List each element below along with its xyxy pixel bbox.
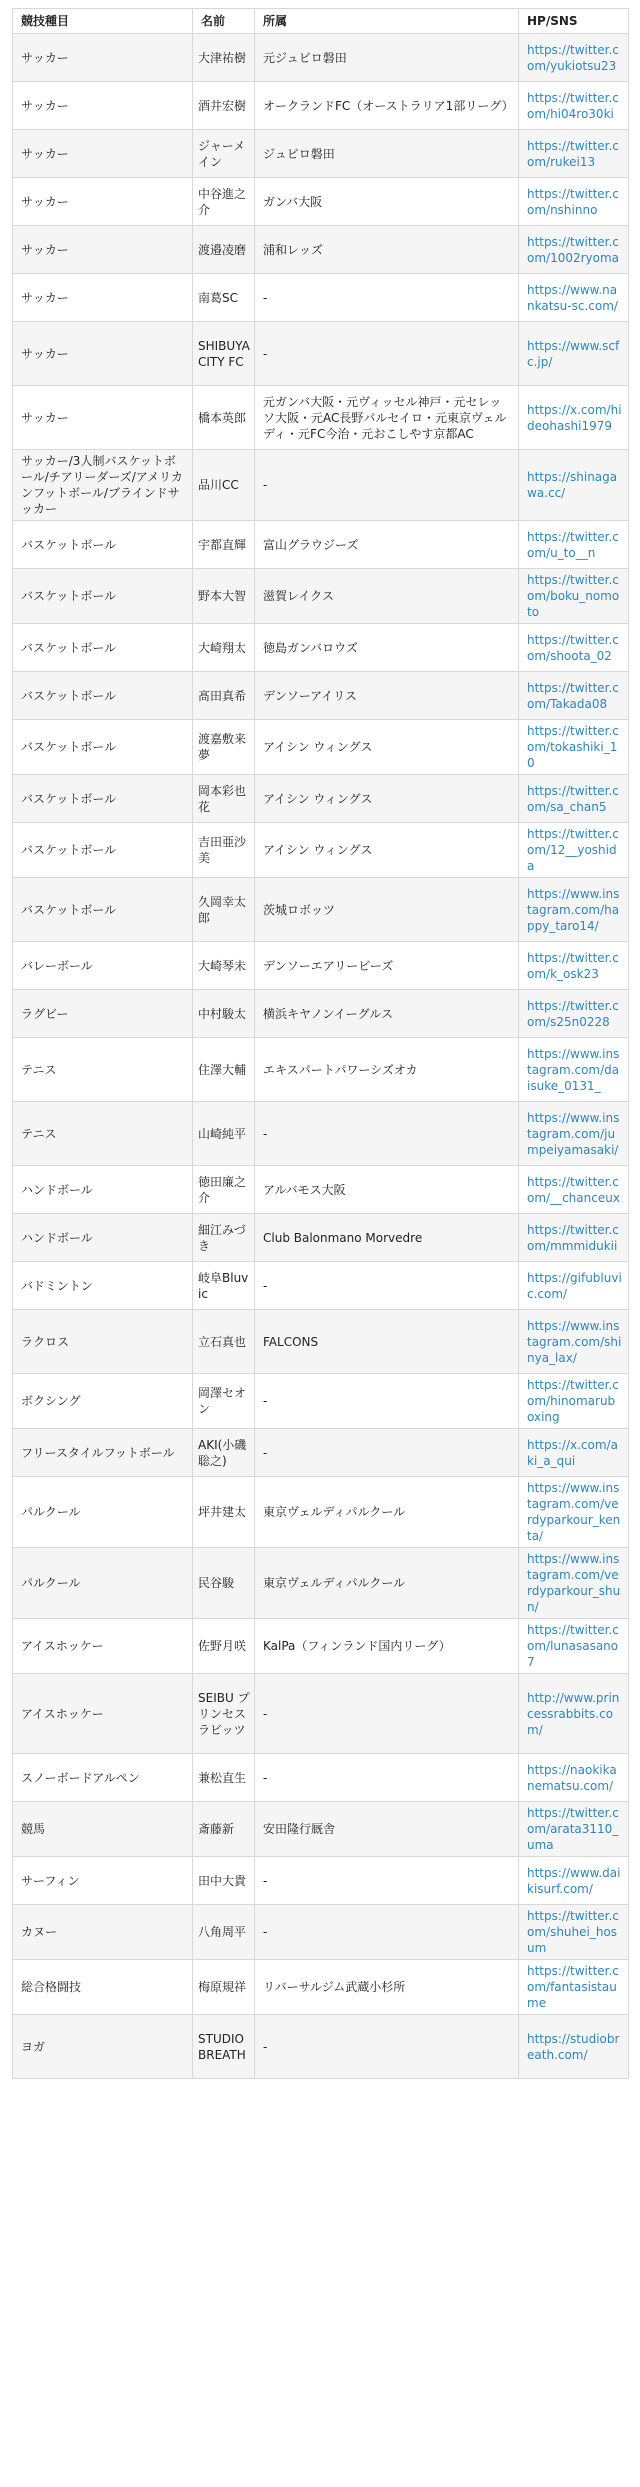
- cell-link[interactable]: https://twitter.com/lunasasano7: [519, 1619, 629, 1674]
- cell-sport: パルクール: [13, 1477, 193, 1548]
- table-row: [13, 1674, 629, 1754]
- header-affiliation: 所属: [255, 9, 519, 34]
- cell-affiliation: デンソーアイリス: [255, 672, 519, 720]
- cell-sport: サッカー: [13, 274, 193, 322]
- cell-affiliation: 徳島ガンバロウズ: [255, 624, 519, 672]
- table-row: [13, 942, 629, 990]
- cell-link[interactable]: https://www.instagram.com/jumpeiyamasaki/: [519, 1102, 629, 1166]
- cell-name: 坪井建太: [193, 1477, 255, 1548]
- cell-sport: ラグビー: [13, 990, 193, 1038]
- cell-link[interactable]: https://www.nankatsu-sc.com/: [519, 274, 629, 322]
- cell-name: 品川CC: [193, 450, 255, 521]
- cell-sport: 競馬: [13, 1802, 193, 1857]
- cell-affiliation: アイシン ウィングス: [255, 775, 519, 823]
- cell-name: 細江みづき: [193, 1214, 255, 1262]
- cell-name: 住澤大輔: [193, 1038, 255, 1102]
- cell-name: 大崎翔太: [193, 624, 255, 672]
- cell-link[interactable]: https://twitter.com/fantasistaume: [519, 1960, 629, 2015]
- table-row: [13, 569, 629, 624]
- cell-affiliation: 滋賀レイクス: [255, 569, 519, 624]
- table-row: [13, 720, 629, 775]
- cell-name: 橋本英郎: [193, 386, 255, 450]
- cell-link[interactable]: https://www.instagram.com/shinya_lax/: [519, 1310, 629, 1374]
- cell-affiliation: 元ガンバ大阪・元ヴィッセル神戸・元セレッソ大阪・元AC長野パルセイロ・元東京ヴェルディ・元FC今治・元おこしやす京都AC: [255, 386, 519, 450]
- cell-link[interactable]: https://twitter.com/1002ryoma: [519, 226, 629, 274]
- cell-affiliation: 安田隆行厩舎: [255, 1802, 519, 1857]
- cell-name: 岡澤セオン: [193, 1374, 255, 1429]
- cell-name: 兼松直生: [193, 1754, 255, 1802]
- cell-sport: バスケットボール: [13, 823, 193, 878]
- cell-sport: サッカー: [13, 178, 193, 226]
- cell-affiliation: Club Balonmano Morvedre: [255, 1214, 519, 1262]
- cell-sport: バレーボール: [13, 942, 193, 990]
- cell-link[interactable]: https://twitter.com/shoota_02: [519, 624, 629, 672]
- cell-affiliation: エキスパートパワーシズオカ: [255, 1038, 519, 1102]
- cell-sport: テニス: [13, 1102, 193, 1166]
- cell-affiliation: 元ジュビロ磐田: [255, 34, 519, 82]
- cell-affiliation: 横浜キヤノンイーグルス: [255, 990, 519, 1038]
- cell-sport: サッカー: [13, 226, 193, 274]
- cell-affiliation: アイシン ウィングス: [255, 720, 519, 775]
- cell-sport: サーフィン: [13, 1857, 193, 1905]
- cell-link[interactable]: https://twitter.com/k_osk23: [519, 942, 629, 990]
- cell-name: 久岡幸太郎: [193, 878, 255, 942]
- cell-sport: サッカー: [13, 130, 193, 178]
- cell-sport: バスケットボール: [13, 878, 193, 942]
- cell-affiliation: FALCONS: [255, 1310, 519, 1374]
- cell-link[interactable]: https://www.scfc.jp/: [519, 322, 629, 386]
- table-row: [13, 672, 629, 720]
- cell-sport: サッカー: [13, 322, 193, 386]
- cell-name: AKI(小磯聡之): [193, 1429, 255, 1477]
- table-row: [13, 1166, 629, 1214]
- cell-link[interactable]: https://twitter.com/nshinno: [519, 178, 629, 226]
- table-row: [13, 1102, 629, 1166]
- cell-name: 山崎純平: [193, 1102, 255, 1166]
- table-row: [13, 386, 629, 450]
- cell-sport: サッカー/3人制バスケットボール/チアリーダーズ/アメリカンフットボール/ブラインドサッカー: [13, 450, 193, 521]
- cell-affiliation: KalPa（フィンランド国内リーグ）: [255, 1619, 519, 1674]
- cell-name: 髙田真希: [193, 672, 255, 720]
- cell-sport: バスケットボール: [13, 569, 193, 624]
- table-row: [13, 1548, 629, 1619]
- cell-name: 民谷駿: [193, 1548, 255, 1619]
- table-row: [13, 82, 629, 130]
- cell-name: 梅原規祥: [193, 1960, 255, 2015]
- cell-link[interactable]: https://twitter.com/tokashiki_10: [519, 720, 629, 775]
- cell-link[interactable]: https://gifubluvic.com/: [519, 1262, 629, 1310]
- cell-sport: 総合格闘技: [13, 1960, 193, 2015]
- cell-affiliation: デンソーエアリービーズ: [255, 942, 519, 990]
- cell-link[interactable]: https://x.com/aki_a_qui: [519, 1429, 629, 1477]
- cell-link[interactable]: https://twitter.com/__chanceux: [519, 1166, 629, 1214]
- cell-name: 吉田亜沙美: [193, 823, 255, 878]
- cell-sport: テニス: [13, 1038, 193, 1102]
- cell-link[interactable]: https://twitter.com/Takada08: [519, 672, 629, 720]
- cell-link[interactable]: https://twitter.com/shuhei_hosum: [519, 1905, 629, 1960]
- table-row: [13, 1905, 629, 1960]
- cell-sport: バスケットボール: [13, 624, 193, 672]
- cell-name: 渡嘉敷来夢: [193, 720, 255, 775]
- cell-affiliation: 東京ヴェルディパルクール: [255, 1548, 519, 1619]
- cell-sport: フリースタイルフットボール: [13, 1429, 193, 1477]
- table-row: [13, 521, 629, 569]
- cell-sport: カヌー: [13, 1905, 193, 1960]
- cell-affiliation: -: [255, 1905, 519, 1960]
- cell-affiliation: リバーサルジム武蔵小杉所: [255, 1960, 519, 2015]
- cell-affiliation: アイシン ウィングス: [255, 823, 519, 878]
- cell-affiliation: -: [255, 1262, 519, 1310]
- cell-affiliation: -: [255, 1857, 519, 1905]
- cell-affiliation: 浦和レッズ: [255, 226, 519, 274]
- table-row: [13, 226, 629, 274]
- cell-affiliation: -: [255, 2015, 519, 2079]
- cell-sport: スノーボードアルペン: [13, 1754, 193, 1802]
- table-row: [13, 990, 629, 1038]
- cell-sport: ヨガ: [13, 2015, 193, 2079]
- table-row: [13, 1857, 629, 1905]
- table-row: [13, 823, 629, 878]
- cell-link[interactable]: https://x.com/hideohashi1979: [519, 386, 629, 450]
- cell-name: 中村駿太: [193, 990, 255, 1038]
- cell-affiliation: オークランドFC（オーストラリア1部リーグ）: [255, 82, 519, 130]
- header-hp-sns: HP/SNS: [519, 9, 629, 34]
- table-row: [13, 1262, 629, 1310]
- table-row: [13, 274, 629, 322]
- cell-sport: バスケットボール: [13, 672, 193, 720]
- cell-sport: ハンドボール: [13, 1166, 193, 1214]
- cell-link[interactable]: https://twitter.com/mmmidukii: [519, 1214, 629, 1262]
- table-row: [13, 1477, 629, 1548]
- cell-sport: パルクール: [13, 1548, 193, 1619]
- cell-name: 岐阜Bluvic: [193, 1262, 255, 1310]
- cell-sport: サッカー: [13, 386, 193, 450]
- table-row: [13, 1802, 629, 1857]
- cell-name: 大崎琴未: [193, 942, 255, 990]
- cell-name: 南葛SC: [193, 274, 255, 322]
- cell-affiliation: ガンバ大阪: [255, 178, 519, 226]
- cell-link[interactable]: https://twitter.com/s25n0228: [519, 990, 629, 1038]
- cell-name: 大津祐樹: [193, 34, 255, 82]
- cell-sport: アイスホッケー: [13, 1674, 193, 1754]
- cell-name: 佐野月咲: [193, 1619, 255, 1674]
- cell-sport: サッカー: [13, 82, 193, 130]
- cell-affiliation: -: [255, 450, 519, 521]
- table-row: [13, 1038, 629, 1102]
- cell-link[interactable]: https://www.daikisurf.com/: [519, 1857, 629, 1905]
- cell-link[interactable]: https://twitter.com/hi04ro30ki: [519, 82, 629, 130]
- cell-affiliation: 茨城ロボッツ: [255, 878, 519, 942]
- cell-affiliation: -: [255, 1374, 519, 1429]
- table-row: [13, 1960, 629, 2015]
- cell-name: 野本大智: [193, 569, 255, 624]
- cell-name: 岡本彩也花: [193, 775, 255, 823]
- cell-name: 酒井宏樹: [193, 82, 255, 130]
- cell-affiliation: アルバモス大阪: [255, 1166, 519, 1214]
- cell-affiliation: -: [255, 322, 519, 386]
- header-name: 名前: [193, 9, 255, 34]
- table-row: [13, 178, 629, 226]
- cell-name: 田中大貴: [193, 1857, 255, 1905]
- table-row: [13, 322, 629, 386]
- table-row: [13, 878, 629, 942]
- cell-link[interactable]: https://naokikanematsu.com/: [519, 1754, 629, 1802]
- cell-affiliation: -: [255, 1674, 519, 1754]
- cell-link[interactable]: https://twitter.com/yukiotsu23: [519, 34, 629, 82]
- table-row: [13, 1619, 629, 1674]
- cell-name: 八角周平: [193, 1905, 255, 1960]
- cell-link[interactable]: https://twitter.com/arata3110_uma: [519, 1802, 629, 1857]
- cell-link[interactable]: https://studiobreath.com/: [519, 2015, 629, 2079]
- table-header: [13, 9, 629, 34]
- header-sport: 競技種目: [13, 9, 193, 34]
- table-row: [13, 450, 629, 521]
- table-row: [13, 1374, 629, 1429]
- cell-sport: サッカー: [13, 34, 193, 82]
- table-row: [13, 1214, 629, 1262]
- cell-sport: バスケットボール: [13, 720, 193, 775]
- cell-link[interactable]: https://www.instagram.com/happy_taro14/: [519, 878, 629, 942]
- cell-name: 宇都直輝: [193, 521, 255, 569]
- cell-link[interactable]: https://twitter.com/sa_chan5: [519, 775, 629, 823]
- cell-affiliation: -: [255, 1429, 519, 1477]
- cell-affiliation: ジュビロ磐田: [255, 130, 519, 178]
- cell-link[interactable]: https://shinagawa.cc/: [519, 450, 629, 521]
- cell-name: STUDIO BREATH: [193, 2015, 255, 2079]
- table-row: [13, 130, 629, 178]
- cell-name: 渡邉凌磨: [193, 226, 255, 274]
- table-row: [13, 1310, 629, 1374]
- cell-name: SEIBU プリンセスラビッツ: [193, 1674, 255, 1754]
- table-row: [13, 2015, 629, 2079]
- cell-link[interactable]: https://twitter.com/u_to__n: [519, 521, 629, 569]
- cell-name: 徳田廉之介: [193, 1166, 255, 1214]
- cell-sport: ハンドボール: [13, 1214, 193, 1262]
- cell-sport: ボクシング: [13, 1374, 193, 1429]
- cell-affiliation: -: [255, 1102, 519, 1166]
- cell-link[interactable]: https://www.instagram.com/verdyparkour_shun/: [519, 1548, 629, 1619]
- table-body: [13, 34, 629, 2079]
- cell-affiliation: -: [255, 274, 519, 322]
- cell-link[interactable]: http://www.princessrabbits.com/: [519, 1674, 629, 1754]
- cell-link[interactable]: https://twitter.com/hinomaruboxing: [519, 1374, 629, 1429]
- cell-sport: アイスホッケー: [13, 1619, 193, 1674]
- table-row: [13, 1754, 629, 1802]
- cell-link[interactable]: https://twitter.com/12__yoshida: [519, 823, 629, 878]
- cell-name: ジャーメイン: [193, 130, 255, 178]
- cell-sport: バスケットボール: [13, 775, 193, 823]
- table-row: [13, 775, 629, 823]
- cell-name: 中谷進之介: [193, 178, 255, 226]
- cell-affiliation: 東京ヴェルディパルクール: [255, 1477, 519, 1548]
- cell-sport: ラクロス: [13, 1310, 193, 1374]
- athletes-table: [12, 8, 629, 2079]
- cell-link[interactable]: https://www.instagram.com/daisuke_0131_: [519, 1038, 629, 1102]
- cell-sport: バドミントン: [13, 1262, 193, 1310]
- table-row: [13, 1429, 629, 1477]
- cell-name: 斎藤新: [193, 1802, 255, 1857]
- table-row: [13, 34, 629, 82]
- cell-affiliation: 富山グラウジーズ: [255, 521, 519, 569]
- cell-link[interactable]: https://www.instagram.com/verdyparkour_kenta/: [519, 1477, 629, 1548]
- header-row: [13, 9, 629, 34]
- cell-link[interactable]: https://twitter.com/boku_nomoto: [519, 569, 629, 624]
- cell-name: 立石真也: [193, 1310, 255, 1374]
- cell-affiliation: -: [255, 1754, 519, 1802]
- cell-name: SHIBUYA CITY FC: [193, 322, 255, 386]
- table-row: [13, 624, 629, 672]
- cell-sport: バスケットボール: [13, 521, 193, 569]
- cell-link[interactable]: https://twitter.com/rukei13: [519, 130, 629, 178]
